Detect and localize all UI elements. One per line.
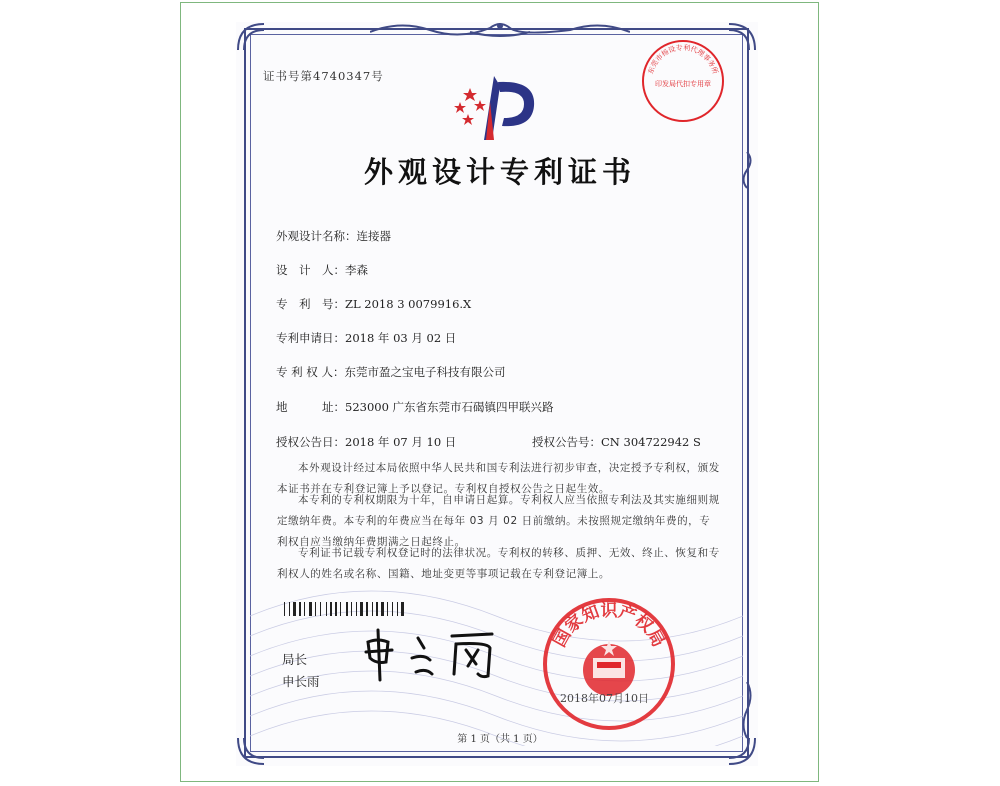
paragraph-grant: 本外观设计经过本局依照中华人民共和国专利法进行初步审查，决定授予专利权，颁发本证书并在专利登记簿上予以登记。专利权自授权公告之日起生效。	[277, 462, 720, 495]
seal-text: 国家知识产权局	[549, 601, 669, 651]
field-value: 李森	[345, 263, 368, 277]
director-name: 申长雨	[282, 674, 320, 689]
corner-ornament-tr-icon	[727, 22, 757, 52]
seal-date: 2018年07月10日	[560, 692, 649, 705]
svg-text:东莞市杨设专利代理事务所	[646, 43, 720, 75]
field-label: 授权公告日：	[276, 435, 345, 449]
field-value: 2018 年 03 月 02 日	[345, 331, 457, 345]
field-value: 连接器	[356, 229, 391, 243]
paragraph-legal-status: 专利证书记载专利权登记时的法律状况。专利权的转移、质押、无效、终止、恢复和专利权人的姓名或名称、国籍、地址变更等事项记载在专利登记簿上。	[277, 547, 720, 580]
paragraph-term: 本专利的专利权期限为十年，自申请日起算。专利权人应当依照专利法及其实施细则规定缴纳年费。本专利的年费应当在每年 03 月 02 日前缴纳。未按照规定缴纳年费的，专利权自应当缴纳年费期满之日起终止。	[277, 494, 720, 548]
page-footer: 第 1 页（共 1 页）	[457, 734, 543, 745]
field-patentee	[276, 364, 505, 380]
certificate-number: 证书号第4740347号	[263, 69, 384, 83]
field-application-date	[276, 330, 456, 346]
field-value: ZL 2018 3 0079916.X	[345, 297, 472, 311]
director-title: 局长	[282, 652, 308, 667]
field-label: 专 利 号：	[276, 297, 345, 311]
field-label: 地 址：	[276, 400, 345, 414]
field-label: 专 利 权 人：	[276, 365, 345, 379]
field-publication-number	[532, 434, 701, 450]
field-designer	[276, 262, 368, 278]
ip-office-seal-icon	[541, 596, 677, 732]
field-value: 东莞市盈之宝电子科技有限公司	[344, 365, 506, 379]
corner-ornament-tl-icon	[236, 22, 266, 52]
field-label: 授权公告号：	[532, 435, 601, 449]
agency-seal-icon	[640, 38, 726, 124]
patent-office-emblem-icon	[446, 72, 546, 144]
field-grant-date	[276, 434, 456, 450]
certificate-title: 外观设计专利证书	[363, 155, 636, 189]
field-value: CN 304722942 S	[601, 435, 701, 449]
field-label: 专利申请日：	[276, 331, 345, 345]
small-seal-center: 印发局代扣专用章	[655, 80, 711, 88]
small-seal-text: 东莞市杨设专利代理事务所	[646, 43, 720, 76]
field-label: 外观设计名称：	[276, 229, 357, 243]
director-signature-icon	[360, 628, 510, 683]
field-value: 2018 年 07 月 10 日	[345, 435, 457, 449]
field-label: 设 计 人：	[276, 263, 345, 277]
top-ornament-icon	[370, 18, 630, 40]
field-value: 523000 广东省东莞市石碣镇四甲联兴路	[345, 400, 554, 414]
field-design-name	[276, 228, 391, 244]
barcode-icon	[284, 602, 434, 616]
field-patent-number	[276, 296, 471, 312]
field-address	[276, 399, 554, 415]
